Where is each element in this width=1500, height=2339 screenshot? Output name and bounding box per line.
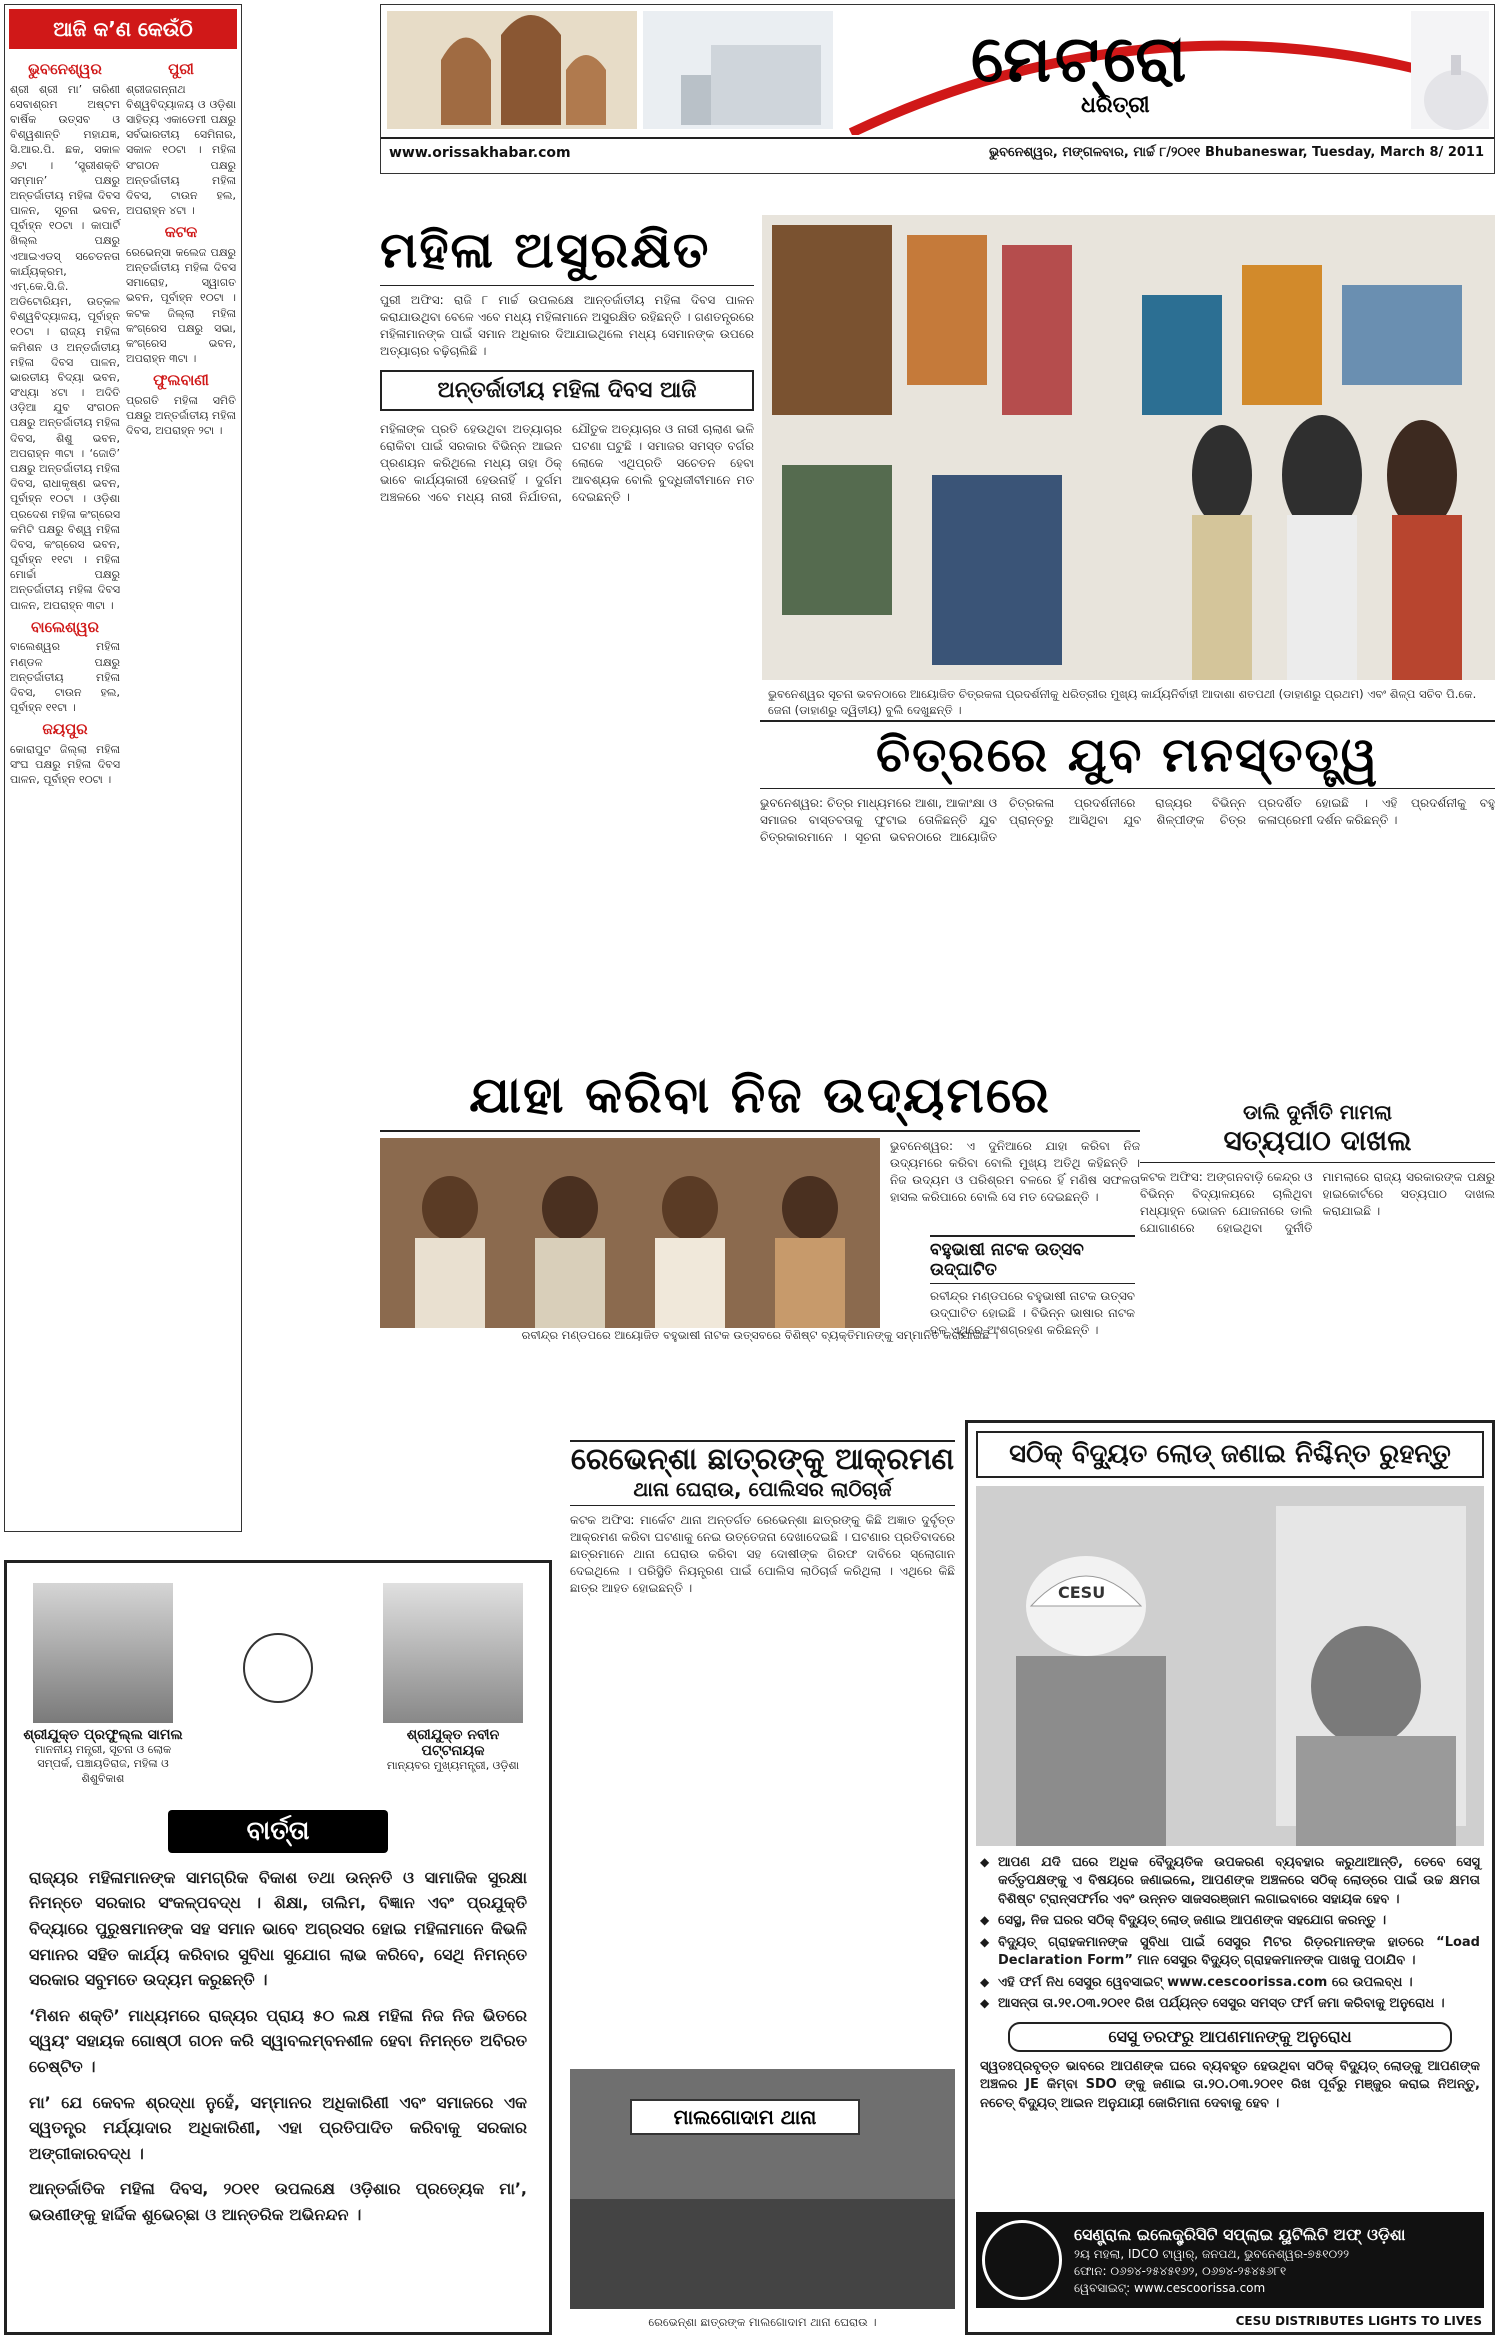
event-section-text: ରେଭେନ୍ସା କଲେଜ ପକ୍ଷରୁ ଅନ୍ତର୍ଜାତୀୟ ମହିଳା ଦିବସ ସମାରୋହ, ସ୍ୱାଗତ ଭବନ, ପୂର୍ବାହ୍ନ ୧୦ଟା । କଟକ ଜିଲ୍ଲା ମହିଳା କଂଗ୍ରେସ ପକ୍ଷରୁ ସଭା, କଂଗ୍ରେସ ଭବନ, ଅପରାହ୍ନ ୩ଟା ।: [126, 245, 236, 366]
story-headline: ବହୁଭାଷୀ ନାଟକ ଉତ୍ସବ ଉଦ୍‌ଘାଟିତ: [930, 1235, 1135, 1284]
story-headline: ଡାଲି ଦୁର୍ନୀତି ମାମଲା: [1242, 1100, 1393, 1124]
govt-ad-person: [373, 1583, 533, 1786]
cesu-ad-appeal-head: ସେସୁ ତରଫରୁ ଆପଣମାନଙ୍କୁ ଅନୁରୋଧ: [1008, 2022, 1452, 2052]
story-subhead: ଥାନା ଘେରାଉ, ପୋଲିସର ଲାଠିଚାର୍ଜ: [570, 1477, 955, 1506]
exhibition-photo-caption: ଭୁବନେଶ୍ୱର ସୂଚନା ଭବନଠାରେ ଆୟୋଜିତ ଚିତ୍ରକଳା ପ୍ରଦର୍ଶନୀକୁ ଧରିତ୍ରୀର ମୁଖ୍ୟ କାର୍ଯ୍ୟନିର୍ବାହୀ ଆଦାଶା ଶତପଥୀ (ଡାହାଣରୁ ପ୍ରଥମ) ଏବଂ ଶିଳ୍ପ ସଚିବ ପି.କେ. ଜେନା (ଡାହାଣରୁ ଦ୍ୱିତୀୟ) ବୁଲି ଦେଖୁଛନ୍ତି ।: [768, 687, 1477, 717]
story-headline: ଯାହା କରିବା ନିଜ ଉଦ୍ୟମରେ: [380, 1060, 1140, 1132]
masthead-subtitle: ଧରିତ୍ରୀ: [1081, 93, 1150, 118]
cesu-tagline: CESU DISTRIBUTES LIGHTS TO LIVES: [1235, 2314, 1482, 2328]
story-body: କଟକ ଅଫିସ: ଅଙ୍ଗନବାଡ଼ି କେନ୍ଦ୍ର ଓ ବିଭିନ୍ନ ବିଦ୍ୟାଳୟରେ ଚାଲିଥିବା ମଧ୍ୟାହ୍ନ ଭୋଜନ ଯୋଜନାରେ ଡାଲି ଯୋଗାଣରେ ହୋଇଥିବା ଦୁର୍ନୀତି ମାମଲାରେ ରାଜ୍ୟ ସରକାରଙ୍କ ପକ୍ଷରୁ ହାଇକୋର୍ଟରେ ସତ୍ୟପାଠ ଦାଖଲ କରାଯାଇଛି ।: [1140, 1170, 1495, 1236]
govt-womens-day-ad: [4, 1560, 552, 2335]
govt-ad-paragraph: ମା’ ଯେ କେବଳ ଶ୍ରଦ୍ଧା ନୁହେଁ, ସମ୍ମାନର ଅଧିକାରିଣୀ ଏବଂ ସମାଜରେ ଏକ ସ୍ୱତନ୍ତ୍ର ମର୍ଯ୍ୟାଦାର ଅଧିକାରିଣୀ, ଏହା ପ୍ରତିପାଦିତ କରିବାକୁ ସରକାର ଅଙ୍ଗୀକାରବଦ୍ଧ ।: [29, 2092, 527, 2163]
events-column: [4, 4, 242, 1532]
cesu-ad-bullet: ◆ ଆପଣ ଯଦି ଘରେ ଅଧିକ ବୈଦ୍ୟୁତିକ ଉପକରଣ ବ୍ୟବହାର କରୁଥାଆନ୍ତି, ତେବେ ସେସୁ କର୍ତ୍ତୃପକ୍ଷଙ୍କୁ ଏ ବିଷୟରେ ଜଣାଇଲେ, ଆପଣଙ୍କ ଅଞ୍ଚଳରେ ସଠିକ୍ ଲୋଡ୍‌ରେ ପାଇଁ ଉଚ୍ଚ କ୍ଷମତା ବିଶିଷ୍ଟ ଟ୍ରାନ୍ସଫର୍ମର ଏବଂ ଉନ୍ନତ ସାଜସରଞ୍ଜାମ ଲଗାଇବାରେ ସହାୟକ ହେବ ।: [980, 1854, 1480, 1909]
story-women-unsafe: [380, 215, 754, 685]
ravenshaw-photo-caption: ରେଭେନ୍‌ଶା ଛାତ୍ରଙ୍କ ମାଲଗୋଦାମ ଥାନା ଘେରାଉ ।: [648, 2315, 877, 2330]
event-section-title: କଟକ: [164, 223, 198, 242]
govt-ad-paragraph: ରାଜ୍ୟର ମହିଳାମାନଙ୍କ ସାମଗ୍ରିକ ବିକାଶ ତଥା ଉନ୍ନତି ଓ ସାମାଜିକ ସୁରକ୍ଷା ନିମନ୍ତେ ସରକାର ସଂକଳ୍ପବଦ୍ଧ । ଶିକ୍ଷା, ତାଲିମ, ବିଜ୍ଞାନ ଏବଂ ପ୍ରଯୁକ୍ତି ବିଦ୍ୟାରେ ପୁରୁଷମାନଙ୍କ ସହ ସମାନ ଭାବେ ଅଗ୍ରସର ହୋଇ ମହିଳାମାନେ କିଭଳି ସମାନର ସହିତ କାର୍ଯ୍ୟ କରିବାର ସୁବିଧା ସୁଯୋଗ ଲାଭ କରିବେ, ସେଥି ନିମନ୍ତେ ସରକାର ସବୁମତେ ଉଦ୍ୟମ କରୁଛନ୍ତି ।: [29, 1867, 527, 1990]
story-headline: ମହିଳା ଅସୁରକ୍ଷିତ: [380, 215, 754, 286]
masthead-dateline: ଭୁବନେଶ୍ୱର, ମଙ୍ଗଳବାର, ମାର୍ଚ୍ଚ ୮/୨୦୧୧ Bhubaneswar, Tuesday, March 8/ 2011: [988, 145, 1484, 160]
events-columns-wrap: [5, 55, 241, 789]
event-section-text: ଶ୍ରୀ ଶ୍ରୀ ମା’ ତାରିଣୀ ସେବାଶ୍ରମ ଅଷ୍ଟମ ବାର୍ଷିକ ଉତ୍ସବ ଓ ବିଶ୍ୱଶାନ୍ତି ମହାଯଜ୍ଞ, ସି.ଆର.ପି. ଛକ, ସକାଳ ୬ଟା । ‘ସ୍ତ୍ରୀଶକ୍ତି ସମ୍ମାନ’ ପକ୍ଷରୁ ଅନ୍ତର୍ଜାତୀୟ ମହିଳା ଦିବସ ପାଳନ, ସୂଚନା ଭବନ, ପୂର୍ବାହ୍ନ ୧୦ଟା । କାପାର୍ଟି ଖିଲ୍ଲ ପକ୍ଷରୁ ଏଆଇଏଡସ୍ ସଚେତନତା କାର୍ଯ୍ୟକ୍ରମ, ଏମ୍.କେ.ସି.ଜି. ଅଡିଟୋରିୟମ, ଉତ୍କଳ ବିଶ୍ୱବିଦ୍ୟାଳୟ, ପୂର୍ବାହ୍ନ ୧୦ଟା । ରାଜ୍ୟ ମହିଳା କମିଶନ ଓ ଅନ୍ତର୍ଜାତୀୟ ମହିଳା ଦିବସ ପାଳନ, ଭାରତୀୟ ବିଦ୍ୟା ଭବନ, ସଂଧ୍ୟା ୪ଟା । ଅଦିତି ଓଡ଼ିଆ ଯୁବ ସଂଗଠନ ପକ୍ଷରୁ ଅନ୍ତର୍ଜାତୀୟ ମହିଳା ଦିବସ, ଶିଶୁ ଭବନ, ଅପରାହ୍ନ ୩ଟା । ‘ଜୋତି’ ପକ୍ଷରୁ ଅନ୍ତର୍ଜାତୀୟ ମହିଳା ଦିବସ, ରାଧାକୃଷ୍ଣ ଭବନ, ପୂର୍ବାହ୍ନ ୧୦ଟା । ଓଡ଼ିଶା ପ୍ରଦେଶ ମହିଳା କଂଗ୍ରେସ କମିଟି ପକ୍ଷରୁ ବିଶ୍ୱ ମହିଳା ଦିବସ, କଂଗ୍ରେସ ଭବନ, ପୂର୍ବାହ୍ନ ୧୧ଟା । ମହିଳା ମୋର୍ଚ୍ଚା ପକ୍ଷରୁ ଅନ୍ତର୍ଜାତୀୟ ମହିଳା ଦିବସ ପାଳନ, ଅପରାହ୍ନ ୩ଟା ।: [10, 82, 120, 612]
person-photo: [33, 1583, 173, 1723]
govt-ad-ribbon: ବାର୍ତ୍ତା: [168, 1810, 388, 1853]
masthead-banner: [381, 5, 1494, 135]
helmet-text: CESU: [1058, 1583, 1106, 1602]
odisha-emblem: [243, 1633, 313, 1703]
govt-ad-paragraph: ଆନ୍ତର୍ଜାତିକ ମହିଳା ଦିବସ, ୨୦୧୧ ଉପଲକ୍ଷେ ଓଡ଼ିଶାର ପ୍ରତ୍ୟେକ ମା’, ଭଉଣୀଙ୍କୁ ହାର୍ଦ୍ଦିକ ଶୁଭେଚ୍ଛା ଓ ଆନ୍ତରିକ ଅଭିନନ୍ଦନ ।: [29, 2179, 527, 2225]
temple-image: [387, 11, 637, 129]
cesu-ad-bullet: ◆ ଆସନ୍ତା ତା.୨୧.୦୩.୨୦୧୧ ରିଖ ପର୍ଯ୍ୟନ୍ତ ସେସୁର ସମସ୍ତ ଫର୍ମ ଜମା କରିବାକୁ ଅନୁରୋଧ ।: [980, 1995, 1480, 2013]
events-col-b: [126, 55, 236, 789]
story-body: ଭୁବନେଶ୍ୱର: ଚିତ୍ର ମାଧ୍ୟମରେ ଆଶା, ଆକାଂକ୍ଷା ଓ ସମାଜର ବାସ୍ତବତାକୁ ଫୁଟାଇ ତୋଳିଛନ୍ତି ଯୁବ ଚିତ୍ରକାରମାନେ । ସୂଚନା ଭବନଠାରେ ଆୟୋଜିତ ଚିତ୍ରକଳା ପ୍ରଦର୍ଶନୀରେ ରାଜ୍ୟର ବିଭିନ୍ନ ପ୍ରାନ୍ତରୁ ଆସିଥିବା ଯୁବ ଶିଳ୍ପୀଙ୍କ ଚିତ୍ର ପ୍ରଦର୍ଶିତ ହୋଇଛି । ଏହି ପ୍ରଦର୍ଶନୀକୁ ବହୁ କଳାପ୍ରେମୀ ଦର୍ଶନ କରିଛନ୍ତି ।: [760, 796, 1495, 845]
story-headline: ରେଭେନ୍‌ଶା ଛାତ୍ରଙ୍କୁ ଆକ୍ରମଣ: [570, 1442, 955, 1477]
event-section-text: ଶ୍ରୀଜଗନ୍ନାଥ ବିଶ୍ୱବିଦ୍ୟାଳୟ ଓ ଓଡ଼ିଶା ସାହିତ୍ୟ ଏକାଡେମୀ ପକ୍ଷରୁ ସର୍ବଭାରତୀୟ ସେମିନାର, ସକାଳ ୧୦ଟା । ମହିଳା ସଂଗଠନ ପକ୍ଷରୁ ଅନ୍ତର୍ଜାତୀୟ ମହିଳା ଦିବସ, ଟାଉନ ହଲ, ଅପରାହ୍ନ ୪ଟା ।: [126, 82, 236, 218]
cesu-company-name: ସେଣ୍ଟ୍ରାଲ ଇଲେକ୍ଟ୍ରିସିଟି ସପ୍ଲାଇ ୟୁଟିଲିଟି ଅଫ୍ ଓଡ଼ିଶା: [1074, 2224, 1406, 2244]
cesu-advertisement: [965, 1420, 1495, 2335]
cesu-ad-bullet: ◆ ସେସ୍ଥ, ନିଜ ଘରର ସଠିକ୍ ବିଦ୍ୟୁତ୍ ଲୋଡ୍ ଜଣାଇ ଆପଣଙ୍କ ସହଯୋଗ କରନ୍ତୁ ।: [980, 1912, 1480, 1930]
govt-ad-portraits: [7, 1563, 549, 1786]
cesu-ad-bullet: ◆ ବିଦ୍ୟୁତ୍ ଗ୍ରାହକମାନଙ୍କ ସୁବିଧା ପାଇଁ ସେସୁର ମିଟର ରିଡ଼ରମାନଙ୍କ ହାତରେ “Load Declaration Form” ମାନ ସେସୁର ବିଦ୍ୟୁତ୍ ଗ୍ରାହକମାନଙ୍କ ପାଖକୁ ପଠାଯିବ ।: [980, 1934, 1480, 1971]
story-subhead-box: ଅନ୍ତର୍ଜାତୀୟ ମହିଳା ଦିବସ ଆଜି: [380, 370, 754, 411]
cesu-logo: [982, 2220, 1062, 2300]
event-section-title: ଜୟପୁର: [42, 720, 88, 739]
drama-festival-caption: ରବୀନ୍ଦ୍ର ମଣ୍ଡପରେ ଆୟୋଜିତ ବହୁଭାଷୀ ନାଟକ ଉତ୍ସବରେ ବିଶିଷ୍ଟ ବ୍ୟକ୍ତିମାନଙ୍କୁ ସମ୍ମାନିତ କରାଯାଇଛି ।: [521, 1328, 999, 1342]
masthead: [380, 4, 1495, 174]
police-station-sign: ମାଲଗୋଦାମ ଥାନା: [630, 2099, 860, 2135]
event-section-text: ବାଲେଶ୍ୱର ମହିଳା ମଣ୍ଡଳ ପକ୍ଷରୁ ଅନ୍ତର୍ଜାତୀୟ ମହିଳା ଦିବସ, ଟାଉନ ହଲ, ପୂର୍ବାହ୍ନ ୧୧ଟା ।: [10, 640, 120, 715]
person-title: ମାନନୀୟ ମନ୍ତ୍ରୀ, ସୂଚନା ଓ ଲୋକ ସମ୍ପର୍କ, ପଞ୍ଚାୟତିରାଜ, ମହିଳା ଓ ଶିଶୁବିକାଶ: [34, 1743, 172, 1785]
story-body: ରବୀନ୍ଦ୍ର ମଣ୍ଡପରେ ବହୁଭାଷୀ ନାଟକ ଉତ୍ସବ ଉଦ୍‌ଘାଟିତ ହୋଇଛି । ବିଭିନ୍ନ ଭାଷାର ନାଟକ ଦଳ ଏଥିରେ ଅଂଶଗ୍ରହଣ କରିଛନ୍ତି ।: [930, 1289, 1135, 1338]
person-title: ମାନ୍ୟବର ମୁଖ୍ୟମନ୍ତ୍ରୀ, ଓଡ଼ିଶା: [386, 1759, 520, 1772]
events-col-a: [10, 55, 120, 789]
cesu-phone: ଫୋନ: ୦୬୭୪-୨୫୪୫୧୬୨, ୦୬୭୪-୨୫୪୫୬୮୧: [1074, 2263, 1287, 2278]
stupa-image: [1411, 11, 1489, 130]
story-body: କଟକ ଅଫିସ: ମାର୍କେଟ ଥାନା ଅନ୍ତର୍ଗତ ରେଭେନ୍‌ଶା ଛାତ୍ରଙ୍କୁ କିଛି ଅଜ୍ଞାତ ଦୁର୍ବୃତ୍ତ ଆକ୍ରମଣ କରିବା ଘଟଣାକୁ ନେଇ ଉତ୍ତେଜନା ଦେଖାଦେଇଛି । ଘଟଣାର ପ୍ରତିବାଦରେ ଛାତ୍ରମାନେ ଥାନା ଘେରାଉ କରିବା ସହ ଦୋଷୀଙ୍କ ଗିରଫ ଦାବିରେ ସ୍ଲୋଗାନ ଦେଇଥିଲେ । ପରିସ୍ଥିତି ନିୟନ୍ତ୍ରଣ ପାଇଁ ପୋଲିସ ଲାଠିଚାର୍ଜ କରିଥିଲା । ଏଥିରେ କିଛି ଛାତ୍ର ଆହତ ହୋଇଛନ୍ତି ।: [570, 1513, 955, 1596]
event-section-title: ବାଲେଶ୍ୱର: [30, 617, 100, 636]
cesu-ad-image: [976, 1486, 1484, 1846]
story-drama-festival: [930, 1235, 1135, 1355]
story-headline: ଚିତ୍ରରେ ଯୁବ ମନସ୍ତତ୍ତ୍ୱ: [760, 720, 1495, 789]
masthead-title: ମେଟ୍ରୋ: [971, 23, 1191, 97]
cesu-ad-bullet: ◆ ଏହି ଫର୍ମ ନିଧ ସେସୁର ୱେବସାଇଟ୍ www.cescoorissa.com ରେ ଉପଲବ୍ଧ ।: [980, 1974, 1480, 1992]
story-body: ମହିଳାଙ୍କ ପ୍ରତି ହେଉଥିବା ଅତ୍ୟାଚାର ରୋକିବା ପାଇଁ ସରକାର ବିଭିନ୍ନ ଆଇନ ପ୍ରଣୟନ କରିଥିଲେ ମଧ୍ୟ ତାହା ଠିକ୍ ଭାବେ କାର୍ଯ୍ୟକାରୀ ହେଉନାହିଁ । ଦୁର୍ଗମ ଅଞ୍ଚଳରେ ଏବେ ମଧ୍ୟ ନାରୀ ନିର୍ଯାତନା, ଯୌତୁକ ଅତ୍ୟାଚାର ଓ ନାରୀ ଚାଲାଣ ଭଳି ଘଟଣା ଘଟୁଛି । ସମାଜର ସମସ୍ତ ବର୍ଗର ଲୋକେ ଏଥିପ୍ରତି ସଚେତନ ହେବା ଆବଶ୍ୟକ ବୋଲି ବୁଦ୍ଧିଜୀବୀମାନେ ମତ ଦେଇଛନ୍ତି ।: [380, 422, 754, 505]
event-section-text: କୋରାପୁଟ ଜିଲ୍ଲା ମହିଳା ସଂଘ ପକ୍ଷରୁ ମହିଳା ଦିବସ ପାଳନ, ପୂର୍ବାହ୍ନ ୧୦ଟା ।: [10, 742, 120, 787]
govt-ad-text: [7, 1865, 549, 2228]
person-photo: [383, 1583, 523, 1723]
story-dal-scam: [1140, 1100, 1495, 1440]
story-body: ଭୁବନେଶ୍ୱର: ଏ ଦୁନିଆରେ ଯାହା କରିବା ନିଜ ଉଦ୍ୟମରେ କରିବା ବୋଲି ମୁଖ୍ୟ ଅତିଥି କହିଛନ୍ତି । ନିଜ ଉଦ୍ୟମ ଓ ପରିଶ୍ରମ ବଳରେ ହିଁ ମଣିଷ ସଫଳତା ହାସଲ କରିପାରେ ବୋଲି ସେ ମତ ଦେଇଛନ୍ତି ।: [890, 1139, 1140, 1205]
person-name: ଶ୍ରୀଯୁକ୍ତ ପ୍ରଫୁଲ୍ଲ ସାମଲ: [23, 1727, 183, 1743]
building-image: [643, 11, 833, 129]
govt-ad-paragraph: ‘ମିଶନ ଶକ୍ତି’ ମାଧ୍ୟମରେ ରାଜ୍ୟର ପ୍ରାୟ ୫୦ ଲକ୍ଷ ମହିଳା ନିଜ ନିଜ ଭିତରେ ସ୍ୱୟଂ ସହାୟକ ଗୋଷ୍ଠୀ ଗଠନ କରି ସ୍ୱାବଲମ୍ବନଶୀଳ ହେବା ନିମନ୍ତେ ଅବିରତ ଚେଷ୍ଟିତ ।: [29, 2005, 527, 2077]
cesu-website[interactable]: ୱେବସାଇଟ୍: www.cescoorissa.com: [1074, 2280, 1266, 2295]
govt-ad-person: [23, 1583, 183, 1786]
event-section-text: ପ୍ରଗତି ମହିଳା ସମିତି ପକ୍ଷରୁ ଅନ୍ତର୍ଜାତୀୟ ମହିଳା ଦିବସ, ଅପରାହ୍ନ ୨ଟା ।: [126, 393, 236, 438]
exhibition-photo: [762, 215, 1495, 717]
story-ravenshaw: [570, 1440, 955, 2335]
event-section-title: ପୁରୀ: [168, 60, 194, 78]
person-name: ଶ୍ରୀଯୁକ୍ତ ନବୀନ ପଟ୍ଟନାୟକ: [406, 1727, 500, 1759]
cesu-ad-footer: [976, 2212, 1484, 2308]
story-body: ପୁରୀ ଅଫିସ: ରାଜି ୮ ମାର୍ଚ୍ଚ ଉପଲକ୍ଷେ ଆନ୍ତର୍ଜାତୀୟ ମହିଳା ଦିବସ ପାଳନ କରାଯାଉଥିବା ବେଳେ ଏବେ ମଧ୍ୟ ମହିଳାମାନେ ଅସୁରକ୍ଷିତ ରହିଛନ୍ତି । ଗଣତନ୍ତ୍ରରେ ମହିଳାମାନଙ୍କ ପାଇଁ ସମାନ ଅଧିକାର ଦିଆଯାଇଥିଲେ ମଧ୍ୟ ସେମାନଙ୍କ ଉପରେ ଅତ୍ୟାଚାର ବଢ଼ିଚାଲିଛି ।: [380, 293, 754, 359]
exhibition-photo-image: [762, 215, 1495, 680]
story-youth-art: [760, 720, 1495, 950]
masthead-website[interactable]: www.orissakhabar.com: [389, 145, 571, 161]
cesu-ad-bullets: [980, 1854, 1480, 2014]
event-section-title: ଫୁଲବାଣୀ: [153, 371, 209, 390]
drama-festival-photo: [380, 1138, 880, 1328]
cesu-ad-appeal-text: ସ୍ୱତଃପ୍ରବୃତ୍ତ ଭାବରେ ଆପଣଙ୍କ ଘରେ ବ୍ୟବହୃତ ହେଉଥିବା ସଠିକ୍ ବିଦ୍ୟୁତ୍ ଲୋଡ୍‌କୁ ଆପଣଙ୍କ ଅଞ୍ଚଳର JE କିମ୍ବା SDO ଙ୍କୁ ଜଣାଇ ତା.୨୦.୦୩.୨୦୧୧ ରିଖ ପୂର୍ବରୁ ମଞ୍ଜୁର କରାଇ ନିଅନ୍ତୁ, ନଚେତ୍ ବିଦ୍ୟୁତ୍ ଆଇନ ଅନୁଯାୟୀ ଜୋରିମାନା ଦେବାକୁ ହେବ ।: [980, 2058, 1480, 2111]
cesu-address: ୨ୟ ମହଲା, IDCO ଟାୱାର୍, ଜନପଥ, ଭୁବନେଶ୍ୱର-୭୫୧୦୨୨: [1074, 2247, 1350, 2261]
cesu-ad-headline: ସଠିକ୍ ବିଦ୍ୟୁତ ଲୋଡ୍ ଜଣାଇ ନିଶ୍ଚିନ୍ତ ରୁହନ୍ତୁ: [976, 1431, 1484, 1478]
story-headline-secondary: ସତ୍ୟପାଠ ଦାଖଲ: [1140, 1124, 1495, 1163]
ravenshaw-photo: [570, 2069, 955, 2309]
events-column-header: ଆଜି କ’ଣ କେଉଁଠି: [9, 9, 237, 49]
event-section-title: ଭୁବନେଶ୍ୱର: [28, 60, 102, 78]
